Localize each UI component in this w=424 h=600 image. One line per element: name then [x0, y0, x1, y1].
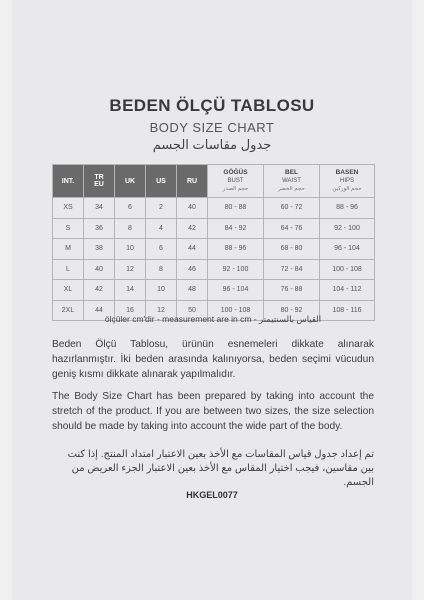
cell-waist: 80 - 92	[264, 300, 320, 321]
header-waist-en: WAIST	[282, 178, 301, 184]
cell-hips: 92 - 100	[320, 218, 375, 239]
cell-uk: 16	[115, 300, 146, 321]
header-bust-en: BUST	[227, 178, 244, 184]
cell-int: S	[53, 218, 84, 239]
cell-ru: 46	[177, 259, 208, 280]
table-header-row	[53, 165, 375, 198]
cell-bust: 80 - 88	[208, 198, 264, 219]
header-bust-tr: GÖĞÜS	[223, 169, 248, 176]
header-hips-tr: BASEN	[335, 169, 359, 176]
cell-us: 12	[146, 300, 177, 321]
table-row	[53, 280, 375, 301]
cell-int: M	[53, 239, 84, 260]
paragraph-ar: تم إعداد جدول قياس المقاسات مع الأخذ بعين الاعتبار امتداد المنتج. إذا كنت بين مقاسين، فيجب اختيار المقاس مع الأخذ بعين الاعتبار الجزء العريض من الجسم.	[67, 449, 374, 488]
cell-waist: 76 - 88	[264, 280, 320, 301]
header-bust	[208, 165, 264, 198]
cell-ru: 48	[177, 280, 208, 301]
cell-uk: 8	[115, 218, 146, 239]
cell-int: XL	[53, 280, 84, 301]
cell-bust: 100 - 108	[208, 300, 264, 321]
cell-uk: 10	[115, 239, 146, 260]
cell-us: 6	[146, 239, 177, 260]
cell-int: L	[53, 259, 84, 280]
cell-us: 4	[146, 218, 177, 239]
header-bust-ar: حجم الصدر	[222, 186, 249, 192]
header-waist	[264, 165, 320, 198]
cell-int: XS	[53, 198, 84, 219]
size-chart-page	[12, 0, 412, 600]
cell-ru: 40	[177, 198, 208, 219]
cell-tr: 40	[84, 259, 115, 280]
cell-waist: 72 - 84	[264, 259, 320, 280]
header-int: INT.	[53, 165, 84, 198]
page-subtitle-ar: جدول مقاسات الجسم	[152, 137, 272, 152]
cell-bust: 96 - 104	[208, 280, 264, 301]
cell-hips: 100 - 108	[320, 259, 375, 280]
cell-hips: 88 - 96	[320, 198, 375, 219]
cell-int: 2XL	[53, 300, 84, 321]
header-tr-eu	[84, 165, 115, 198]
header-uk: UK	[115, 165, 146, 198]
cell-tr: 38	[84, 239, 115, 260]
cell-waist: 64 - 76	[264, 218, 320, 239]
table-row	[53, 198, 375, 219]
cell-ru: 42	[177, 218, 208, 239]
cell-bust: 92 - 100	[208, 259, 264, 280]
header-hips	[320, 165, 375, 198]
cell-waist: 60 - 72	[264, 198, 320, 219]
page-title: BEDEN ÖLÇÜ TABLOSU	[109, 96, 315, 115]
page-subtitle-en: BODY SIZE CHART	[149, 120, 275, 135]
size-table	[52, 164, 375, 321]
header-ru: RU	[177, 165, 208, 198]
cell-uk: 6	[115, 198, 146, 219]
cell-ru: 50	[177, 300, 208, 321]
cell-uk: 12	[115, 259, 146, 280]
cell-tr: 36	[84, 218, 115, 239]
header-hips-en: HIPS	[339, 178, 354, 184]
header-tr: TR	[94, 174, 104, 181]
cell-waist: 68 - 80	[264, 239, 320, 260]
cell-hips: 108 - 116	[320, 300, 375, 321]
cell-hips: 104 - 112	[320, 280, 375, 301]
paragraph-tr: Beden Ölçü Tablosu, ürünün esnemeleri dikkate alınarak hazırlanmıştır. İki beden arasında kalınıyorsa, beden seçimi vücudun geniş kısmı dikkate alınarak yapılmalıdır.	[52, 339, 374, 380]
product-code: HKGEL0077	[186, 490, 238, 500]
cell-tr: 42	[84, 280, 115, 301]
header-eu: EU	[94, 181, 104, 188]
cell-tr: 34	[84, 198, 115, 219]
cell-us: 10	[146, 280, 177, 301]
header-us: US	[146, 165, 177, 198]
paragraph-en: The Body Size Chart has been prepared by taking into account the stretch of the product. If you are between two sizes, the size selection should be made by taking into account the wide part of the body.	[52, 391, 374, 432]
cell-tr: 44	[84, 300, 115, 321]
cell-uk: 14	[115, 280, 146, 301]
cell-bust: 84 - 92	[208, 218, 264, 239]
cell-ru: 44	[177, 239, 208, 260]
table-row	[53, 239, 375, 260]
header-hips-ar: حجم الوركين	[332, 186, 362, 192]
table-row	[53, 218, 375, 239]
cell-us: 8	[146, 259, 177, 280]
table-row	[53, 259, 375, 280]
cell-us: 2	[146, 198, 177, 219]
cell-bust: 88 - 96	[208, 239, 264, 260]
header-waist-ar: حجم الخصر	[278, 186, 305, 192]
header-waist-tr: BEL	[285, 169, 298, 176]
measurement-note: ölçüler cm'dir - measurement are in cm - القياس بالسنتيمتر	[104, 314, 322, 324]
cell-hips: 96 - 104	[320, 239, 375, 260]
